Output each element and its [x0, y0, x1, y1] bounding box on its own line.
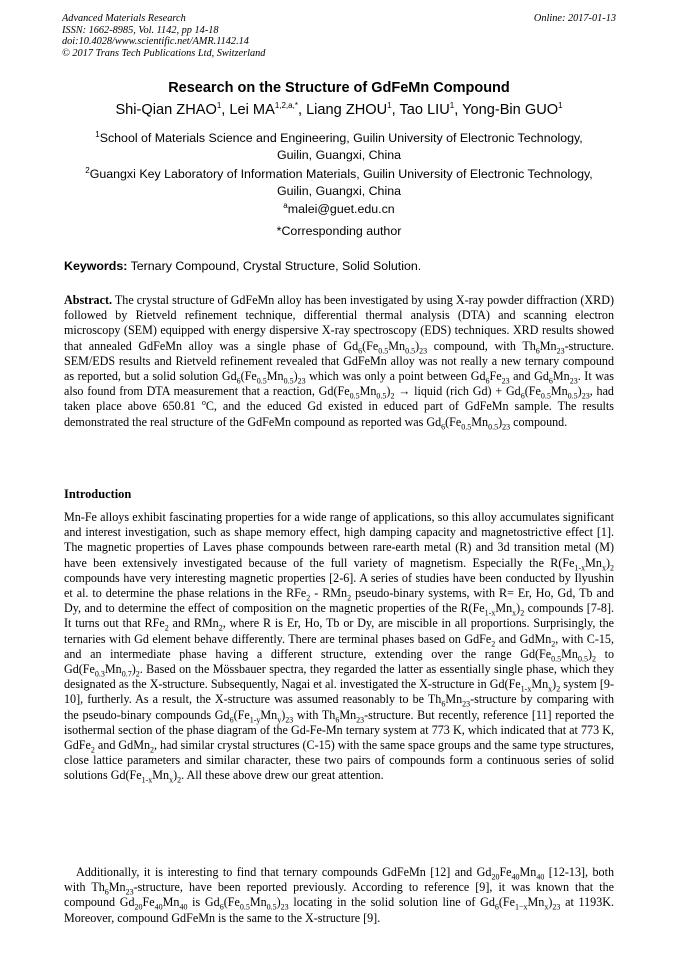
affiliation-2	[60, 166, 618, 200]
affiliation-mark: 1	[95, 129, 100, 139]
email-address: malei@guet.edu.cn	[287, 202, 395, 216]
journal-header	[62, 13, 616, 59]
journal-name: Advanced Materials Research	[62, 13, 186, 24]
abstract	[64, 293, 614, 430]
keywords-text: Ternary Compound, Crystal Structure, Solid Solution.	[130, 259, 422, 273]
author-name: Lei MA	[229, 102, 275, 118]
doi-line: doi:10.4028/www.scientific.net/AMR.1142.14	[62, 36, 249, 48]
author-name: Tao LIU	[399, 102, 450, 118]
abstract-body: The crystal structure of GdFeMn alloy has been investigated by using X-ray powder diffraction (XRD) followed by Rietveld refinement technique, differential thermal analysis (DTA) and scanning electron microscopy (SEM) equipped with energy dispersive X-ray spectroscopy (EDS) techniques. XRD results showed that annealed GdFeMn alloy was a single phase of $Gd_6(Fe_{0.5}Mn_{0.5})_{23}$ compound, with $Th_6Mn_{23}$-structure. SEM/EDS results and Rietveld refinement revealed that GdFeMn alloy was not really a new ternary compound as reported, but a solid solution $Gd_6(Fe_{0.5}Mn_{0.5})_{23}$ which was only a point between $Gd_6Fe_{23}$ and $Gd_6Mn_{23}$. It was also found from DTA measurement that a reaction, $Gd(Fe_{0.5}Mn_{0.5})_2$ → liquid (rich $Gd) + Gd_6(Fe_{0.5}Mn_{0.5})_{23}$, had taken place above 650.81 $^o$C, and the educed Gd existed in educed part of GdFeMn sample. The results demonstrated the real structure of the GdFeMn compound as reported was $Gd_6(Fe_{0.5}Mn_{0.5})_{23}$ compound.	[64, 293, 615, 432]
online-date: Online: 2017-01-13	[533, 13, 616, 24]
affiliation-text: Guilin, Guangxi, China	[277, 148, 401, 162]
introduction-paragraph-1: Mn-Fe alloys exhibit fascinating properties for a wide range of applications, so this alloy accumulates significant and interest investigation, such as shape memory effect, high damping capacity and magnetostrictive effect [1]. The magnetic properties of Laves phase compounds between rare-earth metal (R) and 3d transition metal (M) have been extensively investigated because of the full variety of magnetism. Especially the $R(Fe_{1-x}Mn_x)_2$ compounds have very interesting magnetic properties [2-6]. A series of studies have been conducted by Ilyushin et al. to determine the phase relations in the RFe$_2$ - RMn$_2$ pseudo-binary systems, with R= Er, Ho, Gd, Tb and Dy, and to determine the effect of composition on the magnetic properties of the $R(Fe_{1-x}Mn_x)_2$ compounds [7-8]. It turns out that RFe$_2$ and RMn$_2$, where R is Er, Ho, Tb or Dy, are miscible in all proportions. Surprisingly, the ternaries with Gd element behave differently. There are terminal phases based on GdFe$_2$ and GdMn$_2$, with C-15, and an intermediate phase having a different structure, extending over the range $Gd(Fe_{0.5}Mn_{0.5})_2$ to $Gd(Fe_{0.3}Mn_{0.7})_2$. Based on the Mössbauer spectra, they regarded the latter as essentially single phase, which they designated as the X-structure. Subsequently, Nagai et al. investigated the X-structure in $Gd(Fe_{1-x}Mn_x)_2$ system [9-10], furtherly. As a result, the X-structure was assumed reasonably to be $Th_6Mn_{23}$-structure by comparing with the pseudo-binary compounds $Gd_6(Fe_{1-y}Mn_y)_{23}$ with $Th_6Mn_{23}$-structure. But recently, reference [11] reported the isothermal section of the phase diagram of the Gd-Fe-Mn ternary system at 773 K, which indicated that at 773 K, GdFe$_2$ and GdMn$_2$, had similar crystal structures (C-15) with the same space groups and the same type structures, close lattice parameters and similar character, these two pairs of compounds form a continuous series of solid solutions $Gd(Fe_{1-x}Mn_x)_2$. All these above drew our great attention.	[64, 510, 615, 785]
paper-title: Research on the Structure of GdFeMn Compound	[168, 80, 510, 96]
affiliation-text: Guangxi Key Laboratory of Information Materials, Guilin University of Electronic Technology,	[89, 167, 593, 181]
affiliation-text: Guilin, Guangxi, China	[277, 184, 401, 198]
affiliation-1	[60, 130, 618, 164]
author-affil-mark: 1	[558, 101, 563, 111]
corresponding-author-note: *Corresponding author	[276, 224, 402, 238]
introduction-paragraph-2: Additionally, it is interesting to find that ternary compounds GdFeMn [12] and $Gd_{20}Fe_{40}Mn_{40}$ [12-13], both with $Th_6Mn_{23}$-structure, have been reported previously. According to reference [9], it was known that the compound $Gd_{20}Fe_{40}Mn_{40}$ is $Gd_6(Fe_{0.5}Mn_{0.5})_{23}$ locating in the solid solution line of $Gd_6(Fe_{1-x}Mn_x)_{23}$ at 1193K. Moreover, compound GdFeMn is the same to the X-structure [9].	[64, 865, 614, 925]
author-name: Yong-Bin GUO	[462, 102, 559, 118]
affiliation-mark: 2	[85, 165, 90, 175]
issn-line: ISSN: 1662-8985, Vol. 1142, pp 14-18	[62, 24, 219, 36]
keywords-line	[64, 259, 616, 273]
affiliation-text: School of Materials Science and Engineering, Guilin University of Electronic Technology,	[99, 131, 583, 145]
section-heading-introduction: Introduction	[64, 487, 132, 501]
author-name: Liang ZHOU	[306, 102, 388, 118]
author-affil-mark: 1	[387, 101, 392, 111]
author-affil-mark: 1,2,a,*	[274, 101, 298, 111]
author-affil-mark: 1	[449, 101, 455, 111]
email-mark: a	[283, 200, 288, 210]
author-name: Shi-Qian ZHAO	[115, 102, 217, 118]
copyright-line: © 2017 Trans Tech Publications Ltd, Switzerland	[62, 47, 266, 59]
author-list: Shi-Qian ZHAO$^1$, Lei $MA^{1,2,a,*}$, Liang ZHOU$^1$, Tao LIU$^1$, Yong-Bin GUO$^1$	[115, 101, 563, 118]
contact-email	[0, 202, 678, 216]
author-affil-mark: 1	[216, 101, 222, 111]
keywords-label: Keywords:	[64, 259, 128, 273]
abstract-label: Abstract.	[64, 293, 113, 307]
